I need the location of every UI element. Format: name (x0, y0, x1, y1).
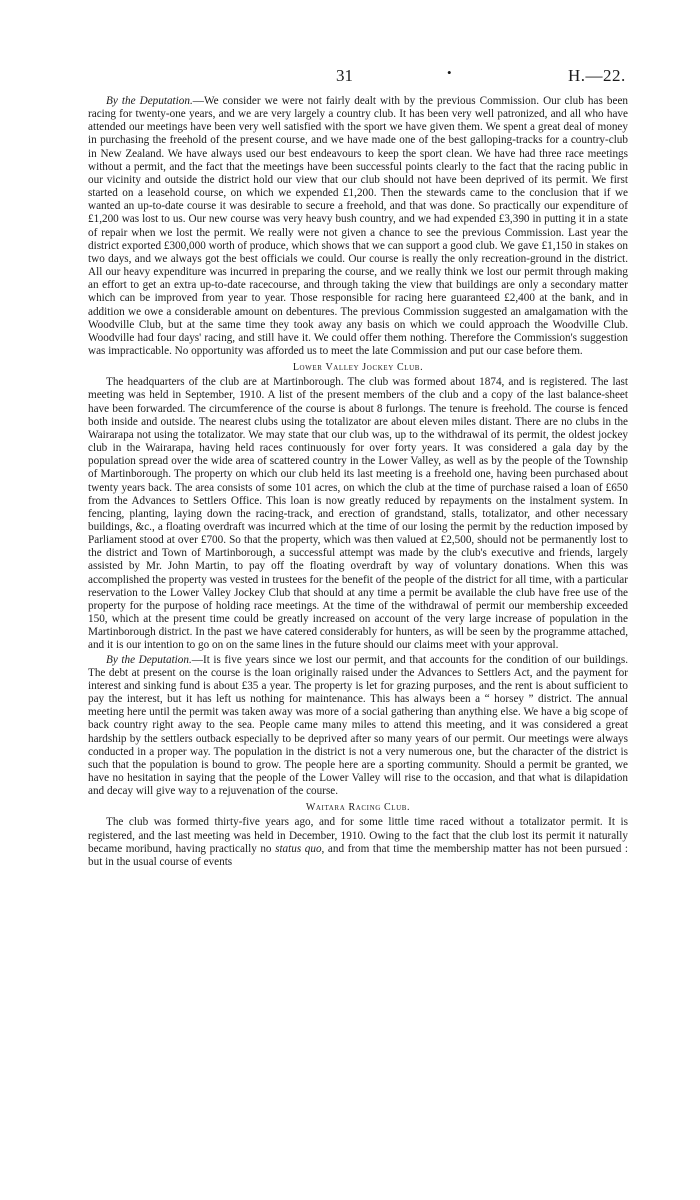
italic-phrase: status quo (275, 842, 322, 855)
page-body (88, 95, 628, 869)
paragraph-text-continued: , and from that time the membership matter has not been pursued : but in the usual course of events (88, 842, 628, 868)
speaker-label: By the Deputation. (106, 95, 193, 107)
page-number: 31 (336, 66, 353, 85)
speaker-label: By the Deputation. (106, 653, 192, 666)
section-heading-lower-valley: Lower Valley Jockey Club. (292, 362, 424, 374)
club-description-paragraph (88, 376, 628, 652)
page-header (0, 66, 700, 90)
paragraph-text: The headquarters of the club are at Martinborough. The club was formed about 1874, and is registered. The last meeting was held in September, 1910. A list of the present members of the club and a copy of the last balance-sheet have been forwarded. The circumference of the course is about 8 furlongs. The tenure is freehold. The course is fenced both inside and outside. The nearest clubs using the totalizator are about eleven miles distant. There are no clubs in the Wairarapa not using the totalizator. We may state that our club was, up to the withdrawal of its permit, the oldest jockey club in the Wairarapa, having held races continuously for over forty years. It was considered a gala day by the population spread over the wide area of scattered country in the Lower Valley, as well as by the people of the Township of Martinborough. The property on which our club held its last meeting is a freehold one, having been purchased about twenty years back. The area consists of some 101 acres, on which the club at the time of purchase raised a loan of £650 from the Advances to Settlers Office. This loan is now greatly reduced by repayments on the instalment system. In fencing, planting, laying down the racing-track, and erection of grandstand, stalls, totalizator, and other necessary buildings, &c., a floating overdraft was incurred which at the time of our losing the permit by the reduction imposed by Parliament stood at over £700. So that the property, which was then valued at £2,500, should not be permanently lost to the district and Town of Martinborough, a successful attempt was made by the club's executive and friends, largely assisted by Mr. John Martin, to pay off the floating overdraft by way of voluntary donations. When this was accomplished the property was vested in trustees for the benefit of the people of the district for all time, with a particular reservation to the Lower Valley Jockey Club that should at any time a permit be available the club have free use of the property for the purpose of holding race meetings. At the time of the withdrawal of permit our membership exceeded 150, which at the present time could be greatly increased on account of the very large increase of population in the Martinborough district. In the past we have catered considerably for hunters, as will be seen by the programme attached, and it is our intention to go on on the same lines in the future should our claims meet with your approval. (88, 376, 628, 652)
header-separator: • (447, 65, 452, 80)
paragraph-text: The club was formed thirty-five years ago, and for some little time raced without a totalizator permit. It is registered, and the last meeting was held in December, 1910. Owing to the fact that the club lost its permit it naturally became moribund, having practically no (88, 816, 628, 855)
section-heading-waitara: Waitara Racing Club. (305, 802, 411, 814)
paragraph-text: —It is five years since we lost our permit, and that accounts for the condition of our buildings. The debt at present on the course is the loan originally raised under the Advances to Settlers Act, and the payment for interest and sinking fund is about £35 a year. The property is let for grazing purposes, and the rent is about sufficient to pay the interest, but it has left us nothing for maintenance. This has always been a “ horsey ” district. The annual meeting here until the permit was taken away was more of a social gathering than anything else. We have a big scope of back country right away to the sea. People came many miles to attend this meeting, and it was considered a great hardship by the settlers outback especially to be deprived after so many years of our permit. Our meetings were always conducted in a proper way. The population in the district is not a very numerous one, but the character of the district is such that the population is bound to grow. The people here are a sporting community. Should a permit be granted, we have no hesitation in saying that the people of the Lower Valley will rise to the occasion, and that what is dilapidation and decay will give way to a rejuvenation of the course. (88, 653, 628, 798)
deputation-paragraph (88, 95, 628, 358)
document-reference: H.—22. (568, 66, 626, 85)
deputation-paragraph (88, 654, 628, 799)
club-description-paragraph (88, 816, 628, 869)
paragraph-text: —We consider we were not fairly dealt with by the previous Commission. Our club has been racing for twenty-one years, and we are very largely a country club. It has been very well patronized, and all who have attended our meetings have been very well satisfied with the sport we have given them. We spent a great deal of money in purchasing the freehold of the present course, and we have made one of the best galloping-tracks for a country-club in New Zealand. We have always used our best endeavours to keep the sport clean. We have had three race meetings without a permit, and the fact that the meetings have been successful points clearly to the fact that the racing public in our vicinity and outside the district hold our view that our club should not have been deprived of its permit. We first started on a leasehold course, on which we expended £1,200. Then the stewards came to the conclusion that if we wanted an up-to-date course it was desirable to secure a freehold, and that was done. So practically our expenditure of £1,200 was lost to us. Our new course was very heavy bush country, and we had expended £3,390 in putting it in a state of repair when we lost the permit. We really were not given a chance to see the previous Commission. Last year the district exported £300,000 worth of produce, which shows that we can support a good club. We gave £1,150 in stakes on two days, and we always got the best officials we could. Our course is really the only recreation-ground in the district. All our heavy expenditure was incurred in preparing the course, and we really think we lost our permit through making an effort to get an extra up-to-date racecourse, and through taking the view that buildings are only a secondary matter which can be improved from year to year. Those responsible for racing here guaranteed £2,400 at the bank, and in addition we owe a considerable amount on debentures. The previous Commission suggested an amalgamation with the Woodville Club, but at the same time they took away any basis on which we could approach the Woodville Club. Woodville had four days' racing, and still have it. We could offer them nothing. Therefore the Commission's suggestion was impracticable. No opportunity was afforded us to meet the late Commission and put our case before them. (88, 95, 629, 357)
